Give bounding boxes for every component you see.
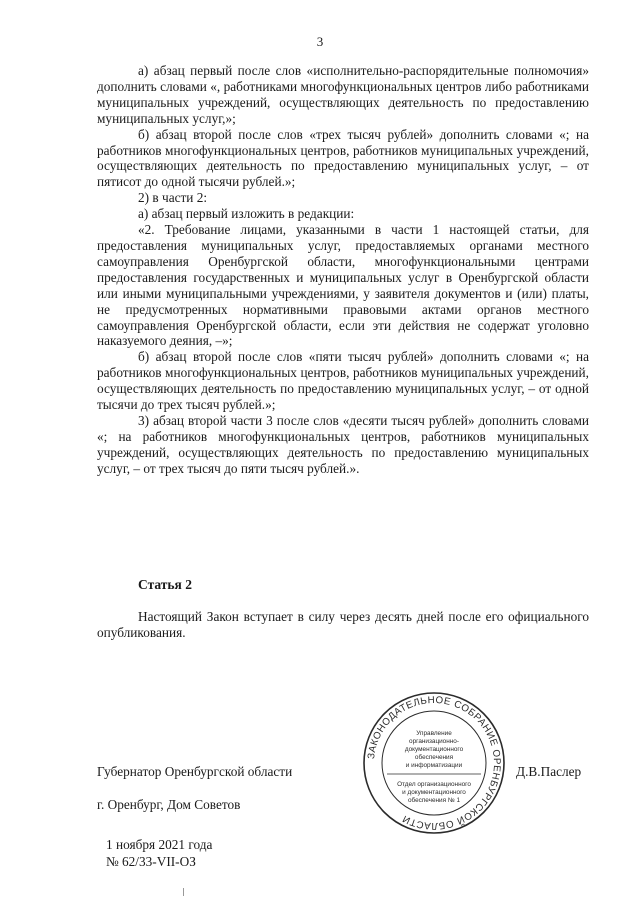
signing-date: 1 ноября 2021 года [106,837,213,852]
paragraph-2a-quote: «2. Требование лицами, указанными в части 1 настоящей статьи, для предоставления муниципальных услуг, предоставляемых органами местного самоуправления Оренбургской области, многофункциональными центрами предоставления государственных и муниципальных услуг в Оренбургской области или иными муниципальными учреждениями, у заявителя документов и (или) платы, не предусмотренных нормативными правовыми актами органов местного самоуправления Оренбургской области, если эти действия не содержат уголовно наказуемого деяния, –»; [97,222,589,349]
signing-date-block [106,836,212,870]
stamp-line-3: документационного [404,746,464,753]
paragraph-3: 3) абзац второй части 3 после слов «десяти тысяч рублей» дополнить словами «; на работников многофункциональных центров, работников муниципальных учреждений, осуществляющих деятельность по предоставлению муниципальных услуг, – от трех тысяч до пяти тысяч рублей.». [97,412,589,476]
stamp-line-7: и документационного [402,789,466,796]
article-1-continuation [97,63,589,477]
paragraph-1a: а) абзац первый после слов «исполнительно-распорядительные полномочия» дополнить словами «, работниками многофункциональных центров либо работниками муниципальных учреждений, осуществляющих деятельность по предоставлению муниципальных услуг,»; [97,63,589,126]
scan-artifact [183,888,184,896]
law-number: № 62/33-VII-ОЗ [106,854,196,869]
stamp-line-8: обеспечения № 1 [407,797,461,804]
page-number: 3 [316,34,324,49]
official-stamp [361,690,507,836]
stamp-line-5: и информатизации [405,762,463,769]
signatory-name: Д.В.Паслер [516,764,582,779]
paragraph-2: 2) в части 2: [138,190,208,206]
paragraph-1b: б) абзац второй после слов «трех тысяч рублей» дополнить словами «; на работников многофункциональных центров, работников муниципальных учреждений, осуществляющих деятельность по предоставлению муниципальных услуг, – от пятисот до одной тысячи рублей.»; [97,126,589,190]
paragraph-2a: а) абзац первый изложить в редакции: [138,206,355,222]
stamp-line-2: организационно- [409,738,459,745]
signing-place: г. Оренбург, Дом Советов [97,797,241,812]
article-heading: Статья 2 [138,577,192,592]
paragraph-2b: б) абзац второй после слов «пяти тысяч рублей» дополнить словами «; на работников многофункциональных центров, работников муниципальных учреждений, осуществляющих деятельность по предоставлению муниципальных услуг, – от одной тысячи до трех тысяч рублей.»; [97,349,589,413]
final-paragraph: Настоящий Закон вступает в силу через десять дней после его официального опубликования. [97,609,589,640]
signatory-position: Губернатор Оренбургской области [97,764,293,779]
stamp-outer-text: ЗАКОНОДАТЕЛЬНОЕ СОБРАНИЕ ОРЕНБУРГСКОЙ ОБЛАСТИ [366,694,503,832]
article-2-body [97,609,589,641]
stamp-line-4: обеспечения [414,754,454,761]
stamp-line-6: Отдел организационного [397,781,471,788]
stamp-line-1: Управление [416,730,452,737]
